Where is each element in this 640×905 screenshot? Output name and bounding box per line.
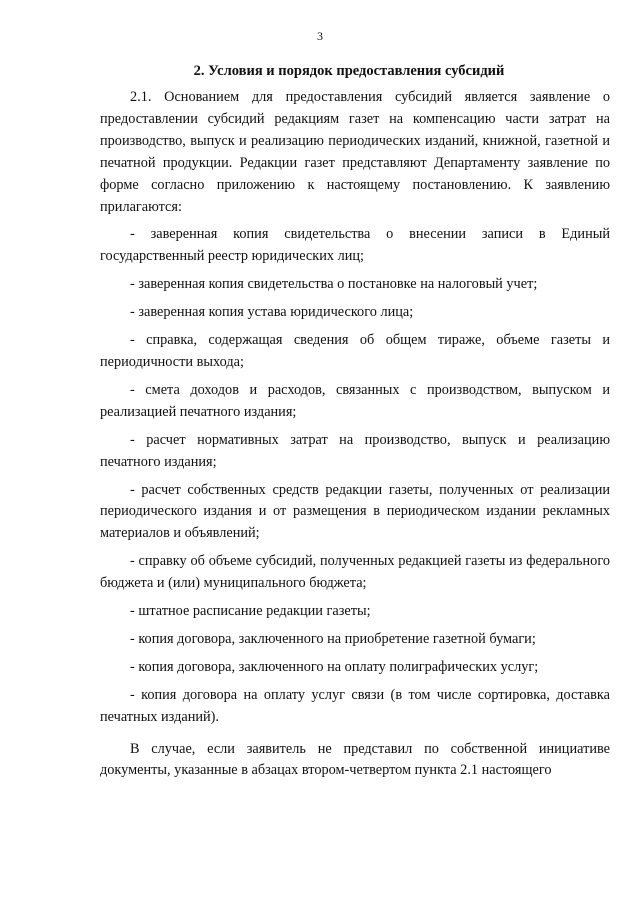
page-number: 3 <box>317 29 323 43</box>
list-item: - заверенная копия свидетельства о внесении записи в Единый государственный реестр юридических лиц; <box>100 226 610 265</box>
intro-paragraph: 2.1. Основанием для предоставления субсидий является заявление о предоставлении субсидий редакциям газет на компенсацию части затрат на производство, выпуск и реализацию периодических изданий, книжной, газетной и печатной продукции. Редакции газет представляют Департаменту заявление по форме согласно приложению к настоящему постановлению. К заявлению прилагаются: <box>100 89 610 215</box>
list-item: - штатное расписание редакции газеты; <box>130 603 371 620</box>
closing-paragraph: В случае, если заявитель не представил по собственной инициативе документы, указанные в абзацах втором-четвертом пункта 2.1 настоящего <box>100 740 610 779</box>
list-item: - смета доходов и расходов, связанных с производством, выпуском и реализацией печатного издания; <box>100 381 610 420</box>
section-heading: 2. Условия и порядок предоставления субсидий <box>193 63 505 79</box>
list-item: - копия договора, заключенного на оплату полиграфических услуг; <box>130 658 539 675</box>
list-item: - заверенная копия свидетельства о постановке на налоговый учет; <box>130 276 538 293</box>
list-item: - справку об объеме субсидий, полученных редакцией газеты из федерального бюджета и (или) муниципального бюджета; <box>100 553 610 592</box>
list-item: - расчет собственных средств редакции газеты, полученных от реализации периодического издания и от размещения в периодическом издании рекламных материалов и объявлений; <box>100 481 610 542</box>
list-item: - справка, содержащая сведения об общем тираже, объеме газеты и периодичности выхода; <box>100 332 610 370</box>
document-body <box>100 87 610 782</box>
list-item: - расчет нормативных затрат на производство, выпуск и реализацию печатного издания; <box>100 431 610 470</box>
list-item: - копия договора, заключенного на приобретение газетной бумаги; <box>130 630 536 647</box>
list-item: - копия договора на оплату услуг связи (в том числе сортировка, доставка печатных изданий). <box>100 686 610 725</box>
list-item: - заверенная копия устава юридического лица; <box>130 304 414 321</box>
